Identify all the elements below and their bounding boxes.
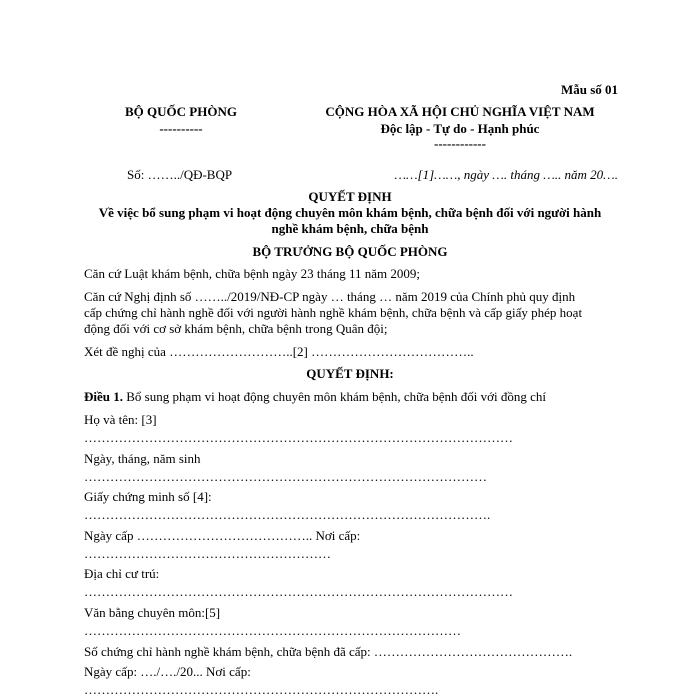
decision-heading: QUYẾT ĐỊNH: xyxy=(306,366,394,381)
certificate-place-fill-line: ………………………………………………………………………. xyxy=(84,682,439,697)
article-1 xyxy=(84,389,546,405)
dob-label: Ngày, tháng, năm sinh xyxy=(84,451,201,466)
motto-rule: ------------ xyxy=(434,136,486,151)
name-fill-line: ……………………………………………………………………………………… xyxy=(84,430,513,445)
dob-fill-line: ………………………………………………………………………………… xyxy=(84,469,487,484)
ministry-name: BỘ QUỐC PHÒNG xyxy=(125,104,237,119)
ministry-rule: ---------- xyxy=(159,121,203,136)
id-card-label: Giấy chứng minh số [4]: xyxy=(84,489,212,504)
issuing-authority: BỘ TRƯỞNG BỘ QUỐC PHÒNG xyxy=(252,244,448,259)
article-1-label: Điều 1. xyxy=(84,389,123,404)
certificate-number-line: Số chứng chỉ hành nghề khám bệnh, chữa bệnh đã cấp: ………………………………………. xyxy=(84,644,573,659)
decision-number: Số: ……../QĐ-BQP xyxy=(127,167,233,182)
name-label: Họ và tên: [3] xyxy=(84,412,157,427)
certificate-date-place-line: Ngày cấp: …./…./20... Nơi cấp: xyxy=(84,664,251,679)
form-number: Mẫu số 01 xyxy=(560,82,618,97)
legal-basis-1: Căn cứ Luật khám bệnh, chữa bệnh ngày 23 tháng 11 năm 2009; xyxy=(84,266,421,281)
document-title: QUYẾT ĐỊNH xyxy=(308,189,392,204)
residence-fill-line: ……………………………………………………………………………………… xyxy=(84,584,513,599)
country-name: CỘNG HÒA XÃ HỘI CHỦ NGHĨA VIỆT NAM xyxy=(325,104,595,119)
place-and-date: ……[1]……, ngày …. tháng ….. năm 20…. xyxy=(394,167,618,182)
article-1-text: Bổ sung phạm vi hoạt động chuyên môn khám bệnh, chữa bệnh đối với đồng chí xyxy=(123,389,546,404)
id-card-fill-line: …………………………………………………………………………………. xyxy=(84,507,491,522)
proposal-line: Xét đề nghị của ………………………..[2] ……………………………….. xyxy=(84,344,474,359)
issue-date-place-line: Ngày cấp ………………………………….. Nơi cấp: xyxy=(84,528,361,543)
national-motto: Độc lập - Tự do - Hạnh phúc xyxy=(380,121,540,136)
degree-label: Văn bằng chuyên môn:[5] xyxy=(84,605,221,620)
issue-place-fill-line: ………………………………………………… xyxy=(84,546,331,561)
degree-fill-line: …………………………………………………………………………… xyxy=(84,623,461,638)
legal-basis-2-line2: cấp chứng chỉ hành nghề đối với người hành nghề khám bệnh, chữa bệnh và cấp giấy phép hoạt xyxy=(84,305,583,320)
document-subject-line2: nghề khám bệnh, chữa bệnh xyxy=(271,221,429,236)
legal-basis-2-line3: động đối với cơ sở khám bệnh, chữa bệnh trong Quân đội; xyxy=(84,321,388,336)
legal-basis-2-line1: Căn cứ Nghị định số ……../2019/NĐ-CP ngày … tháng … năm 2019 của Chính phủ quy định xyxy=(84,289,576,304)
residence-label: Địa chỉ cư trú: xyxy=(84,566,160,581)
document-subject-line1: Về việc bổ sung phạm vi hoạt động chuyên môn khám bệnh, chữa bệnh đối với người hành xyxy=(98,205,602,220)
